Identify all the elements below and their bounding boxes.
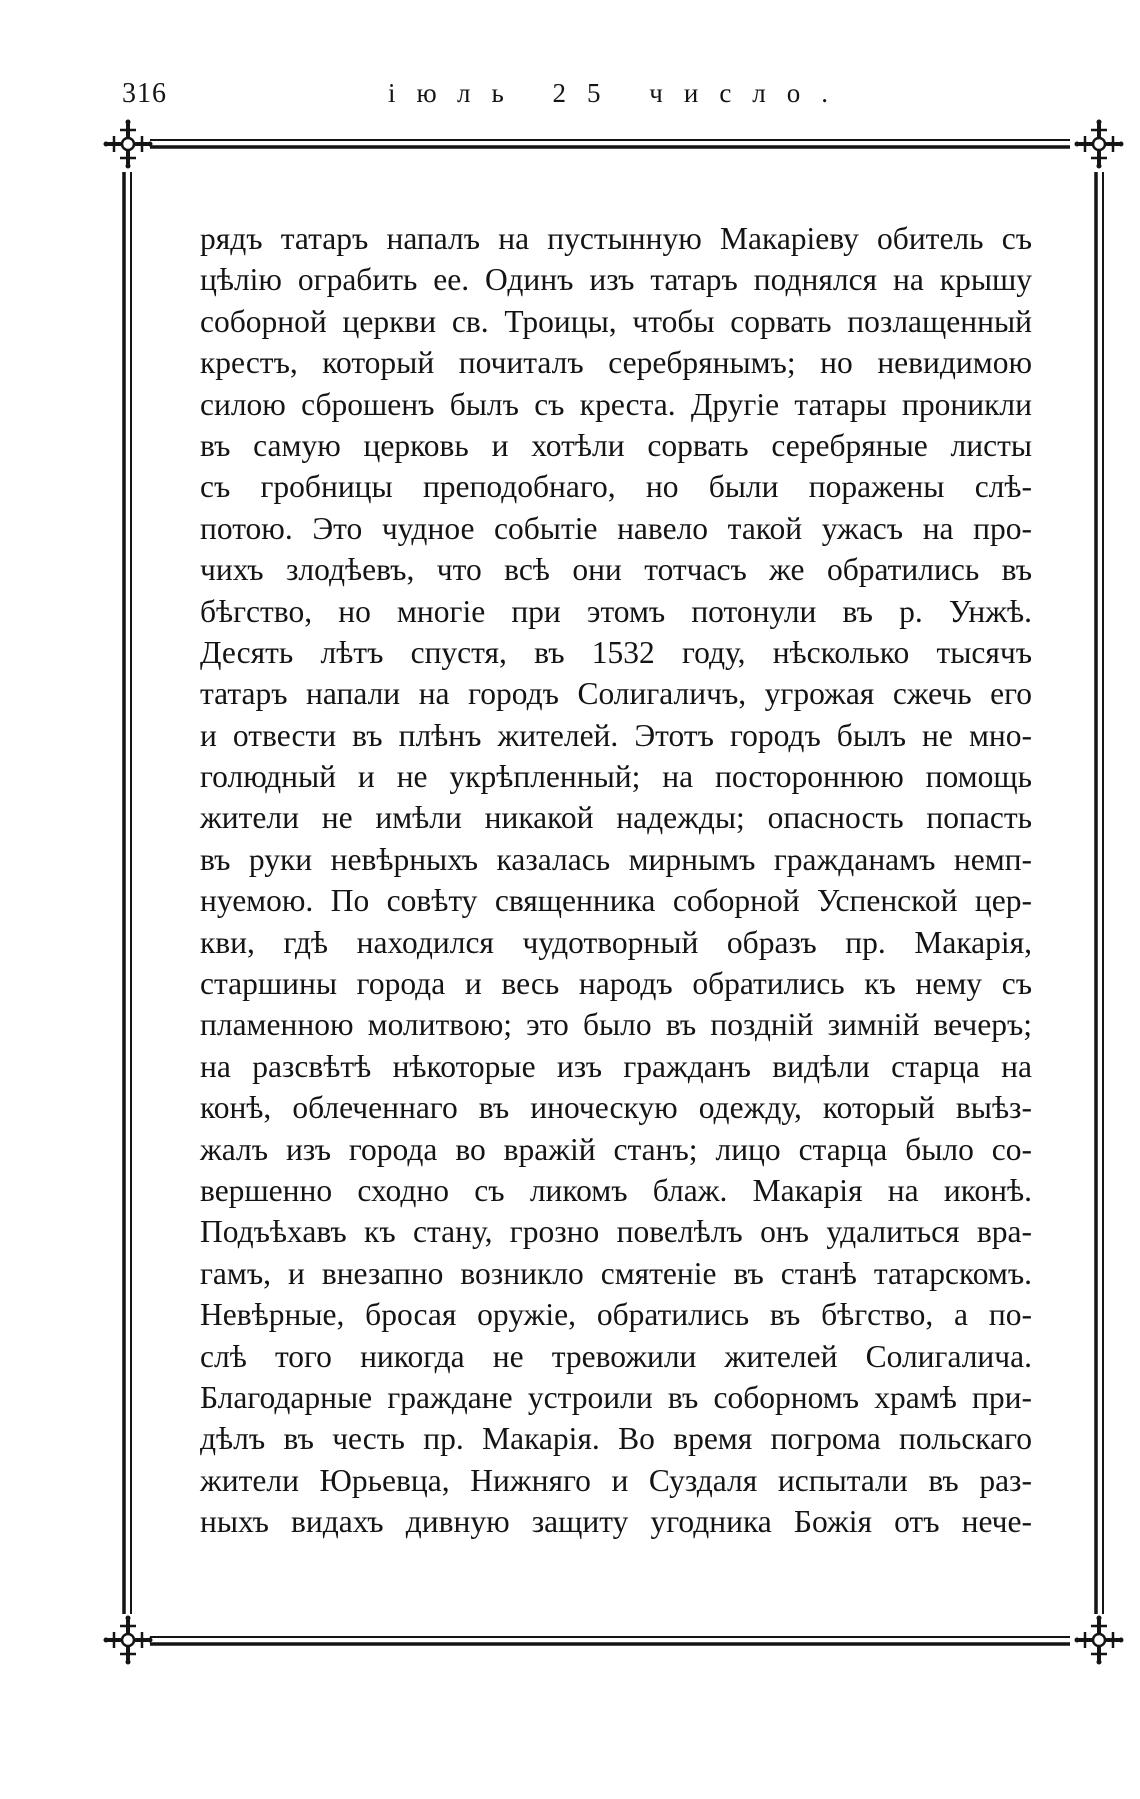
text-line: старшины города и весь народъ обратились къ нему съ xyxy=(200,966,1032,1002)
text-line: бѣгство, но многіе при этомъ потонули въ р. Унжѣ. xyxy=(200,593,1032,629)
left-border xyxy=(124,172,131,1614)
cross-ornament-icon xyxy=(104,120,153,169)
text-line: соборной церкви св. Троицы, чтобы сорвать позлащенный xyxy=(200,303,1032,339)
text-line: крестъ, который почиталъ серебрянымъ; но невидимою xyxy=(200,345,1032,381)
text-line: вершенно сходно съ ликомъ блаж. Макарія на иконѣ. xyxy=(200,1172,1032,1208)
text-line: Благодарные граждане устроили въ соборномъ храмѣ при- xyxy=(200,1379,1032,1415)
running-head: іюль 25 число. xyxy=(388,78,850,108)
text-line: дѣлъ въ честь пр. Макарія. Во время погрома польскаго xyxy=(200,1421,1032,1457)
text-line: на разсвѣтѣ нѣкоторые изъ гражданъ видѣли старца на xyxy=(200,1048,1032,1084)
text-line: жители Юрьевца, Нижняго и Суздаля испытали въ раз- xyxy=(200,1462,1032,1498)
cross-ornament-icon xyxy=(1075,1616,1124,1665)
text-line: Подъѣхавъ къ стану, грозно повелѣлъ онъ удалиться вра- xyxy=(200,1214,1032,1250)
text-line: въ самую церковь и хотѣли сорвать серебряные листы xyxy=(200,427,1032,463)
text-line: ныхъ видахъ дивную защиту угодника Божія отъ нече- xyxy=(200,1504,1032,1540)
top-border xyxy=(150,140,1070,147)
text-line: пламенною молитвою; это было въ поздній зимній вечеръ; xyxy=(200,1007,1032,1043)
page-number: 316 xyxy=(122,78,167,109)
text-line: слѣ того никогда не тревожили жителей Солигалича. xyxy=(200,1338,1032,1374)
body-text xyxy=(200,218,1032,1543)
text-line: кви, гдѣ находился чудотворный образъ пр. Макарія, xyxy=(200,924,1032,960)
text-line: рядъ татаръ напалъ на пустынную Макаріеву обитель съ xyxy=(200,221,1032,256)
text-line: нуемою. По совѣту священника соборной Успенской цер- xyxy=(200,883,1032,919)
text-line: татаръ напали на городъ Солигаличъ, угрожая сжечь его xyxy=(200,676,1032,712)
text-line: потою. Это чудное событіе навело такой ужасъ на про- xyxy=(200,510,1032,546)
right-border xyxy=(1096,172,1103,1614)
text-line: цѣлію ограбить ее. Одинъ изъ татаръ поднялся на крышу xyxy=(200,262,1032,298)
text-line: чихъ злодѣевъ, что всѣ они тотчасъ же обратились въ xyxy=(200,552,1032,588)
text-line: жители не имѣли никакой надежды; опасность попасть xyxy=(200,800,1032,836)
text-line: и отвести въ плѣнъ жителей. Этотъ городъ былъ не мно- xyxy=(200,717,1032,753)
text-line: гамъ, и внезапно возникло смятеніе въ станѣ татарскомъ. xyxy=(200,1255,1032,1291)
cross-ornament-icon xyxy=(1075,120,1124,169)
text-line: голюдный и не укрѣпленный; на постороннюю помощь xyxy=(200,759,1032,795)
text-line: жалъ изъ города во вражій станъ; лицо старца было со- xyxy=(200,1131,1032,1167)
text-line: въ руки невѣрныхъ казалась мирнымъ гражданамъ немп- xyxy=(200,841,1032,877)
bottom-border xyxy=(150,1637,1070,1644)
cross-ornament-icon xyxy=(104,1616,153,1665)
text-line: силою сброшенъ былъ съ креста. Другіе татары проникли xyxy=(200,386,1032,422)
text-line: Десять лѣтъ спустя, въ 1532 году, нѣсколько тысячъ xyxy=(200,634,1032,670)
text-line: съ гробницы преподобнаго, но были поражены слѣ- xyxy=(200,469,1032,505)
text-line: Невѣрные, бросая оружіе, обратились въ бѣгство, а по- xyxy=(200,1297,1032,1333)
text-line: конѣ, облеченнаго въ иноческую одежду, который выѣз- xyxy=(200,1090,1032,1126)
